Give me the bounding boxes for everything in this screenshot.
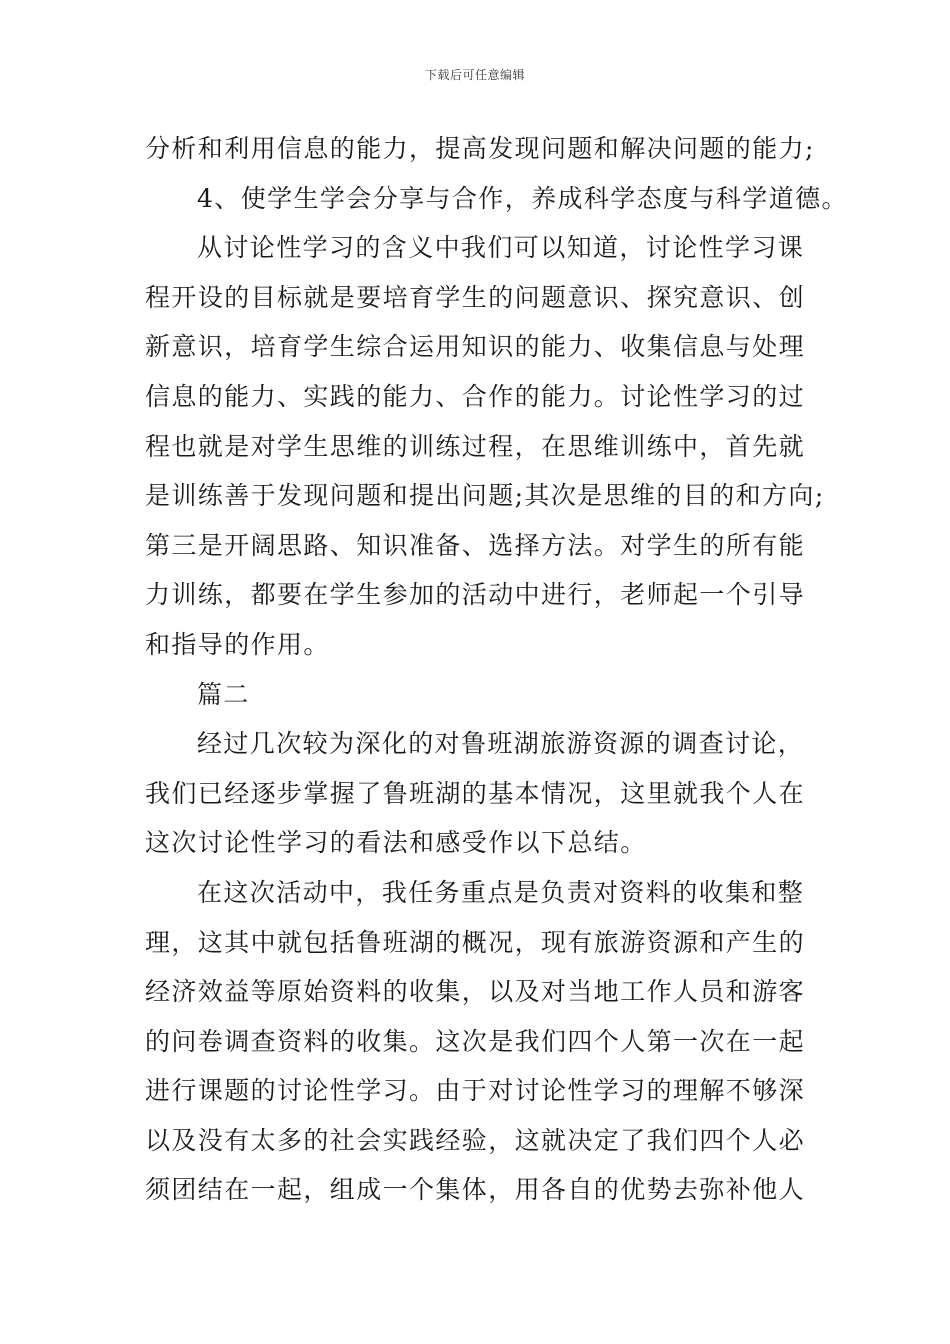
text-line: 理，这其中就包括鲁班湖的概况，现有旅游资源和产生的 — [145, 927, 806, 957]
text-line: 在这次活动中，我任务重点是负责对资料的收集和整 — [197, 877, 805, 907]
text-line: 信息的能力、实践的能力、合作的能力。讨论性学习的过 — [145, 381, 806, 411]
text-line: 程开设的目标就是要培育学生的问题意识、探究意识、创 — [145, 282, 806, 312]
text-line: 经济效益等原始资料的收集，以及对当地工作人员和游客 — [145, 977, 806, 1007]
text-line: 分析和利用信息的能力，提高发现问题和解决问题的能力; — [145, 134, 815, 163]
text-line: 的问卷调查资料的收集。这次是我们四个人第一次在一起 — [145, 1026, 806, 1056]
text-line: 和指导的作用。 — [145, 629, 330, 659]
text-line: 以及没有太多的社会实践经验，这就决定了我们四个人必 — [145, 1125, 806, 1155]
list-item-4: 4、使学生学会分享与合作，养成科学态度与科学道德。 — [197, 183, 848, 213]
text-line: 程也就是对学生思维的训练过程，在思维训练中，首先就 — [145, 431, 806, 461]
text-line: 我们已经逐步掌握了鲁班湖的基本情况，这里就我个人在 — [145, 778, 806, 808]
text-line: 第三是开阔思路、知识准备、选择方法。对学生的所有能 — [145, 530, 806, 560]
text-line: 新意识，培育学生综合运用知识的能力、收集信息与处理 — [145, 332, 806, 362]
text-line: 进行课题的讨论性学习。由于对讨论性学习的理解不够深 — [145, 1076, 806, 1106]
text-line: 这次讨论性学习的看法和感受作以下总结。 — [145, 828, 647, 858]
section-heading: 篇二 — [197, 679, 250, 709]
text-line: 从讨论性学习的含义中我们可以知道，讨论性学习课 — [197, 233, 805, 263]
header-note: 下载后可任意编辑 — [424, 68, 525, 82]
text-line: 须团结在一起，组成一个集体，用各自的优势去弥补他人 — [145, 1175, 806, 1205]
text-line: 力训练，都要在学生参加的活动中进行，老师起一个引导 — [145, 580, 806, 610]
text-line: 是训练善于发现问题和提出问题;其次是思维的目的和方向; — [145, 481, 825, 511]
text-line: 经过几次较为深化的对鲁班湖旅游资源的调查讨论， — [197, 729, 805, 759]
document-body — [145, 124, 848, 1215]
